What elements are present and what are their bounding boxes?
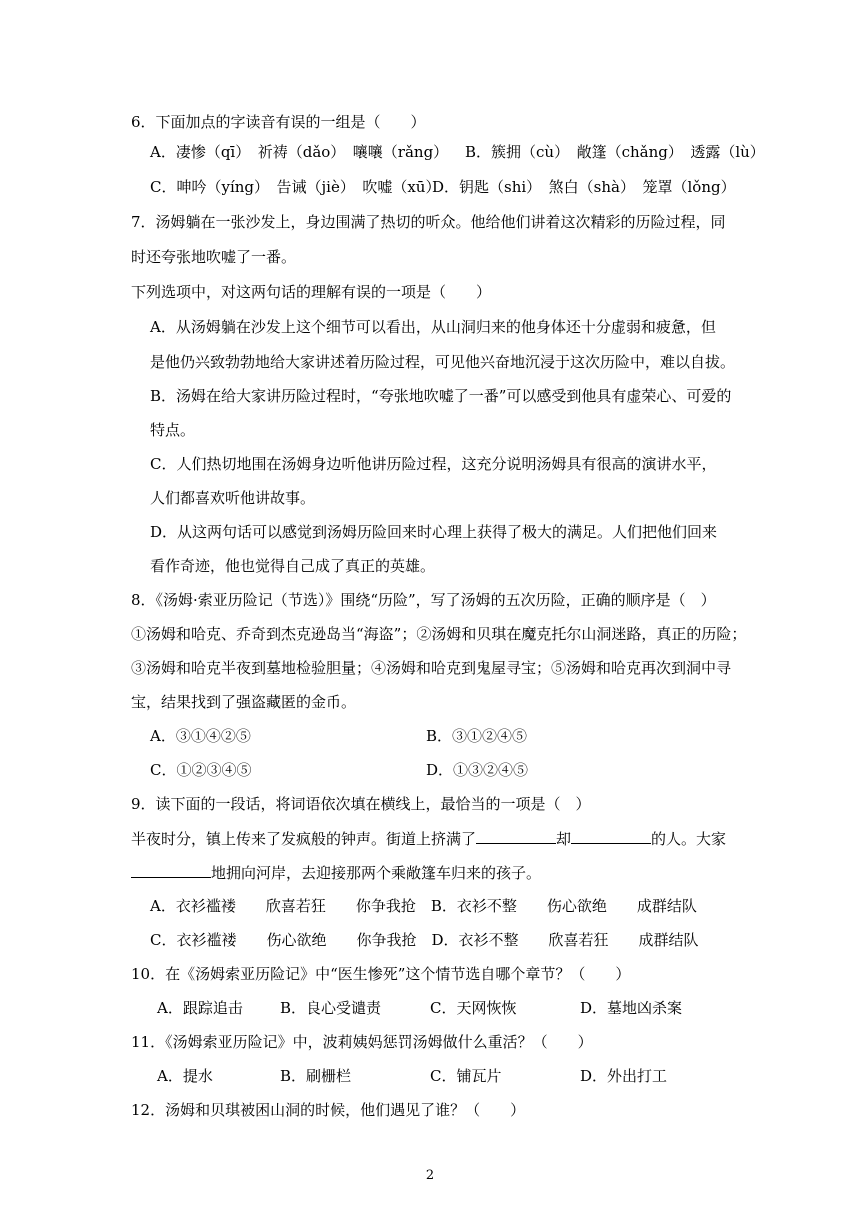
q9-passage-line2 (131, 861, 541, 884)
q11-option-d: D．外出打工 (580, 1067, 668, 1085)
q7-option-a-line1: A．从汤姆躺在沙发上这个细节可以看出，从山洞归来的他身体还十分虚弱和疲惫，但 (150, 318, 716, 336)
q7-prompt: 下列选项中，对这两句话的理解有误的一项是（ ） (131, 283, 492, 301)
q8-event-line2: ③汤姆和哈克半夜到墓地检验胆量；④汤姆和哈克到鬼屋寻宝；⑤汤姆和哈克再次到洞中寻 (131, 659, 732, 677)
q7-option-a-line2: 是他仍兴致勃勃地给大家讲述着历险过程，可见他兴奋地沉浸于这次历险中，难以自拔。 (150, 353, 736, 371)
q6-option-d: D．钥匙（shi） 煞白（shà） 笼罩（lǒng） (432, 178, 736, 196)
q9-blank-2 (571, 827, 651, 844)
q9-passage-part4: 地拥向河岸，去迎接那两个乘敞篷车归来的孩子。 (211, 864, 542, 882)
q9-passage-part1: 半夜时分，镇上传来了发疯般的钟声。街道上挤满了 (131, 830, 477, 848)
q10-option-a: A．跟踪追击 (157, 999, 243, 1017)
q7-option-d-line2: 看作奇迹，他也觉得自己成了真正的英雄。 (150, 557, 436, 575)
q11-option-a: A．提水 (157, 1067, 213, 1085)
q7-option-d-line1: D．从这两句话可以感觉到汤姆历险回来时心理上获得了极大的满足。人们把他们回来 (150, 523, 718, 541)
q9-blank-3 (131, 861, 211, 878)
q10-option-d: D．墓地凶杀案 (580, 999, 683, 1017)
q10-stem: 10．在《汤姆索亚历险记》中“医生惨死”这个情节选自哪个章节？（ ） (131, 965, 631, 983)
q7-stem-line2: 时还夸张地吹嘘了一番。 (131, 248, 297, 266)
q6-option-a: A．凄惨（qī） 祈祷（dǎo） 嚷嚷（rǎng） (150, 143, 449, 161)
q8-event-line1: ①汤姆和哈克、乔奇到杰克逊岛当“海盗”；②汤姆和贝琪在魔克托尔山洞迷路，真正的历险； (131, 625, 747, 643)
q7-stem-line1: 7．汤姆躺在一张沙发上，身边围满了热切的听众。他给他们讲着这次精彩的历险过程，同 (131, 213, 726, 231)
q7-option-c-line2: 人们都喜欢听他讲故事。 (150, 489, 316, 507)
q12-stem: 12．汤姆和贝琪被困山洞的时候，他们遇见了谁？（ ） (131, 1101, 526, 1119)
q7-option-b-line1: B．汤姆在给大家讲历险过程时，“夸张地吹嘘了一番”可以感受到他具有虚荣心、可爱的 (150, 387, 732, 405)
q6-stem: 6．下面加点的字读音有误的一组是（ ） (131, 113, 426, 131)
q7-option-c-line1: C．人们热切地围在汤姆身边听他讲历险过程，这充分说明汤姆具有很高的演讲水平， (150, 455, 717, 473)
q9-passage-line1 (131, 827, 726, 850)
q8-stem: 8．《汤姆·索亚历险记（节选）》围绕“历险”，写了汤姆的五次历险，正确的顺序是（ ） (131, 591, 716, 609)
q9-passage-part2: 却 (556, 830, 572, 848)
q8-option-d: D．①③②④⑤ (426, 761, 529, 779)
q8-option-b: B．③①②④⑤ (426, 727, 528, 745)
q6-option-c: C．呻吟（yíng） 告诫（jiè） 吹嘘（xū） (150, 178, 441, 196)
q11-option-c: C．铺瓦片 (430, 1067, 502, 1085)
q8-event-line3: 宝，结果找到了强盗藏匿的金币。 (131, 693, 357, 711)
q11-option-b: B．刷栅栏 (280, 1067, 352, 1085)
q8-option-a: A．③①④②⑤ (150, 727, 251, 745)
q7-option-b-line2: 特点。 (150, 421, 196, 439)
q9-options-row1: A．衣衫褴褛 欣喜若狂 你争我抢 B．衣衫不整 伤心欲绝 成群结队 (150, 897, 697, 915)
q9-passage-part3: 的人。大家 (651, 830, 727, 848)
q9-blank-1 (476, 827, 556, 844)
q6-option-b: B．簇拥（cù） 敞篷（chǎng） 透露（lù） (465, 143, 765, 161)
q9-options-row2: C．衣衫褴褛 伤心欲绝 你争我抢 D．衣衫不整 欣喜若狂 成群结队 (150, 931, 699, 949)
q9-stem: 9．读下面的一段话，将词语依次填在横线上，最恰当的一项是（ ） (131, 795, 591, 813)
q8-option-c: C．①②③④⑤ (150, 761, 252, 779)
q10-option-b: B．良心受谴责 (280, 999, 382, 1017)
q11-stem: 11．《汤姆索亚历险记》中，波莉姨妈惩罚汤姆做什么重活？（ ） (131, 1033, 593, 1051)
page-number: 2 (425, 1168, 435, 1183)
q10-option-c: C．天网恢恢 (430, 999, 517, 1017)
